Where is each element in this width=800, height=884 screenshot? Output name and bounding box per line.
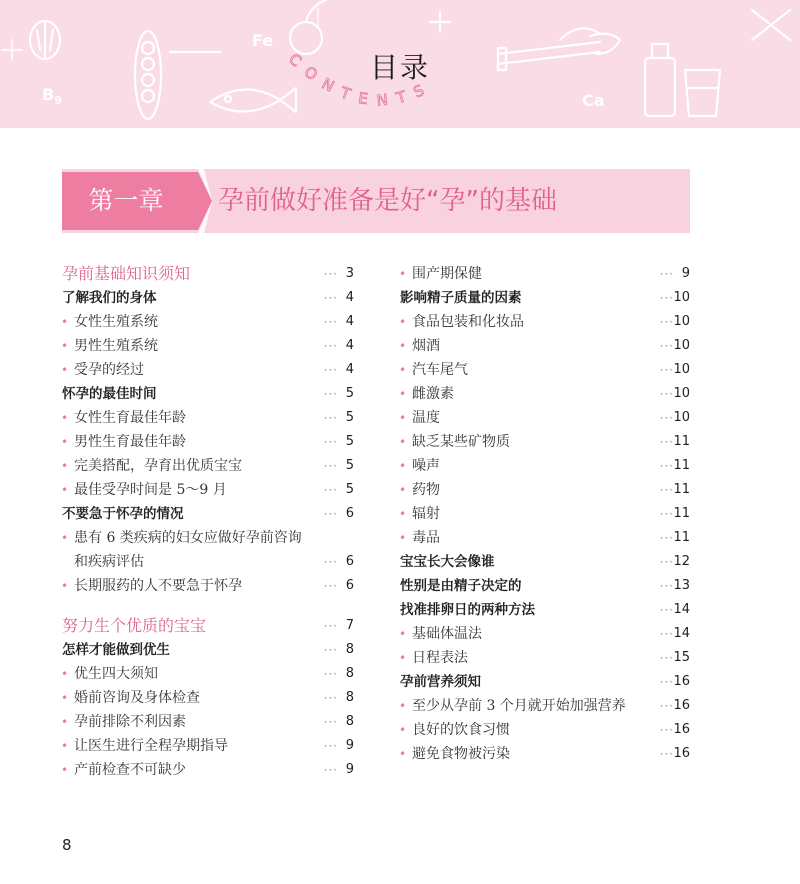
toc-page-number: 10	[673, 338, 690, 353]
toc-page-number: 8	[345, 714, 354, 729]
toc-item[interactable]	[62, 478, 354, 502]
leader-dots: ···	[323, 291, 338, 305]
toc-left-column	[62, 262, 354, 782]
bullet-icon: •	[61, 459, 69, 473]
bullet-icon: •	[399, 483, 407, 497]
leader-dots: ···	[659, 555, 674, 569]
toc-entry-text: 围产期保健	[412, 266, 482, 282]
contents-arc-text: CONTENTS	[285, 49, 436, 110]
toc-right-column	[400, 262, 690, 766]
leader-dots: ···	[659, 651, 674, 665]
toc-page-number: 4	[345, 362, 354, 377]
toc-subsection[interactable]	[62, 286, 354, 310]
chapter-divider	[188, 169, 212, 233]
toc-entry-text: 产前检查不可缺少	[74, 762, 186, 778]
toc-entry-text: 和疾病评估	[74, 554, 144, 570]
leader-dots: ···	[323, 715, 338, 729]
section-gap	[62, 598, 354, 614]
toc-page-number: 10	[673, 290, 690, 305]
toc-subsection[interactable]	[400, 670, 690, 694]
toc-item[interactable]	[400, 406, 690, 430]
toc-entry-text: 日程表法	[412, 650, 468, 666]
leader-dots: ···	[659, 411, 674, 425]
toc-item[interactable]	[400, 382, 690, 406]
page-title: 目录	[369, 51, 430, 84]
toc-page-number: 8	[345, 642, 354, 657]
toc-page-number: 16	[673, 698, 690, 713]
toc-page-number: 11	[673, 482, 690, 497]
toc-item[interactable]	[400, 718, 690, 742]
toc-item[interactable]	[62, 686, 354, 710]
toc-page-number: 5	[345, 434, 354, 449]
toc-page-number: 10	[673, 362, 690, 377]
iron-label: Fe	[252, 31, 274, 50]
bullet-icon: •	[61, 715, 69, 729]
toc-item[interactable]	[400, 742, 690, 766]
leader-dots: ···	[323, 387, 338, 401]
leader-dots: ···	[323, 267, 338, 281]
toc-page-number: 6	[345, 506, 354, 521]
toc-page-number: 4	[345, 314, 354, 329]
bullet-icon: •	[61, 435, 69, 449]
toc-subsection[interactable]	[62, 382, 354, 406]
bullet-icon: •	[399, 651, 407, 665]
toc-entry-text: 不要急于怀孕的情况	[62, 506, 184, 522]
leader-dots: ···	[659, 363, 674, 377]
toc-item[interactable]	[62, 430, 354, 454]
bullet-icon: •	[399, 459, 407, 473]
toc-entry-text: 受孕的经过	[74, 362, 144, 378]
toc-page-number: 8	[345, 690, 354, 705]
calcium-label: Ca	[582, 91, 605, 110]
leader-dots: ···	[323, 411, 338, 425]
toc-entry-text: 孕前基础知识须知	[62, 264, 191, 283]
toc-entry-text: 孕前营养须知	[400, 674, 481, 690]
toc-entry-text: 患有 6 类疾病的妇女应做好孕前咨询	[74, 530, 302, 546]
toc-entry-text: 食品包装和化妆品	[412, 314, 524, 330]
toc-page-number: 7	[345, 618, 354, 633]
toc-subsection[interactable]	[400, 574, 690, 598]
bullet-icon: •	[399, 411, 407, 425]
toc-section[interactable]	[62, 614, 354, 638]
toc-page-number: 6	[345, 554, 354, 569]
leader-dots: ···	[323, 667, 338, 681]
leader-dots: ···	[323, 739, 338, 753]
bullet-icon: •	[61, 667, 69, 681]
toc-page-number: 8	[345, 666, 354, 681]
toc-subsection[interactable]	[62, 502, 354, 526]
toc-entry-text: 女性生育最佳年龄	[74, 410, 186, 426]
leader-dots: ···	[659, 315, 674, 329]
leader-dots: ···	[323, 363, 338, 377]
toc-entry-text: 最佳受孕时间是 5～9 月	[74, 482, 227, 498]
leader-dots: ···	[323, 315, 338, 329]
toc-entry-text: 完美搭配，孕育出优质宝宝	[74, 458, 242, 474]
toc-item[interactable]	[62, 454, 354, 478]
leader-dots: ···	[659, 291, 674, 305]
toc-entry-text: 婚前咨询及身体检查	[74, 690, 200, 706]
leader-dots: ···	[659, 459, 674, 473]
toc-subsection[interactable]	[400, 286, 690, 310]
toc-entry-text: 烟酒	[412, 338, 440, 354]
leader-dots: ···	[659, 675, 674, 689]
toc-entry-text: 孕前排除不利因素	[74, 714, 186, 730]
toc-entry-text: 温度	[412, 410, 440, 426]
toc-entry-text: 优生四大须知	[74, 666, 158, 682]
toc-page-number: 16	[673, 746, 690, 761]
toc-page-number: 9	[345, 738, 354, 753]
header-banner	[0, 0, 800, 128]
toc-entry-text: 女性生殖系统	[74, 314, 158, 330]
bullet-icon: •	[61, 763, 69, 777]
toc-item[interactable]	[400, 454, 690, 478]
toc-page-number: 6	[345, 578, 354, 593]
toc-page-number: 16	[673, 722, 690, 737]
toc-entry-text: 毒品	[412, 530, 440, 546]
toc-item[interactable]	[62, 662, 354, 686]
toc-page-number: 4	[345, 290, 354, 305]
toc-page-number: 9	[681, 266, 690, 281]
toc-item[interactable]	[62, 406, 354, 430]
bullet-icon: •	[399, 267, 407, 281]
leader-dots: ···	[659, 747, 674, 761]
toc-subsection[interactable]	[400, 598, 690, 622]
toc-entry-text: 雌激素	[412, 386, 454, 402]
toc-entry-text: 至少从孕前 3 个月就开始加强营养	[412, 698, 626, 714]
toc-item[interactable]	[400, 334, 690, 358]
leader-dots: ···	[659, 699, 674, 713]
toc-item[interactable]	[400, 262, 690, 286]
toc-item[interactable]	[62, 710, 354, 734]
bullet-icon: •	[399, 723, 407, 737]
toc-page-number: 11	[673, 506, 690, 521]
leader-dots: ···	[659, 579, 674, 593]
toc-entry-text: 怎样才能做到优生	[62, 642, 170, 658]
toc-entry-text: 让医生进行全程孕期指导	[74, 738, 228, 754]
toc-entry-text: 基础体温法	[412, 626, 482, 642]
toc-entry-text: 努力生个优质的宝宝	[62, 616, 207, 635]
leader-dots: ···	[659, 267, 674, 281]
toc-entry-text: 辐射	[412, 506, 440, 522]
leader-dots: ···	[323, 555, 338, 569]
toc-item[interactable]	[400, 526, 690, 550]
leader-dots: ···	[659, 531, 674, 545]
toc-page-number: 14	[673, 626, 690, 641]
vitamin-label: $B_9$	[42, 85, 62, 107]
toc-item[interactable]	[62, 334, 354, 358]
bullet-icon: •	[61, 363, 69, 377]
bullet-icon: •	[61, 691, 69, 705]
toc-item[interactable]	[400, 622, 690, 646]
toc-page-number: 5	[345, 386, 354, 401]
toc-item[interactable]	[400, 694, 690, 718]
toc-page-number: 14	[673, 602, 690, 617]
cross-icon	[752, 10, 790, 40]
bullet-icon: •	[61, 531, 69, 545]
toc-item[interactable]	[62, 358, 354, 382]
toc-entry-text: 了解我们的身体	[62, 290, 157, 306]
leader-dots: ···	[659, 627, 674, 641]
toc-entry-text: 长期服药的人不要急于怀孕	[74, 578, 242, 594]
leader-dots: ···	[323, 619, 338, 633]
leader-dots: ···	[323, 763, 338, 777]
toc-entry-text: 噪声	[412, 458, 440, 474]
leader-dots: ···	[659, 435, 674, 449]
toc-item[interactable]	[400, 358, 690, 382]
toc-page-number: 10	[673, 314, 690, 329]
toc-entry-text: 影响精子质量的因素	[400, 290, 522, 306]
leader-dots: ···	[323, 643, 338, 657]
toc-item[interactable]	[62, 550, 354, 574]
toc-item[interactable]	[400, 502, 690, 526]
toc-page-number: 11	[673, 530, 690, 545]
toc-subsection[interactable]	[62, 638, 354, 662]
plus-icon	[430, 12, 450, 32]
toc-entry-text: 缺乏某些矿物质	[412, 434, 510, 450]
toc-entry-text: 男性生育最佳年龄	[74, 434, 186, 450]
page-number: 8	[62, 836, 72, 854]
leader-dots: ···	[323, 691, 338, 705]
toc-item[interactable]	[62, 526, 354, 550]
bullet-icon: •	[399, 339, 407, 353]
leader-dots: ···	[323, 483, 338, 497]
toc-item[interactable]	[62, 310, 354, 334]
leader-dots: ···	[659, 387, 674, 401]
bullet-icon: •	[399, 507, 407, 521]
toc-page-number: 10	[673, 410, 690, 425]
toc-page-number: 10	[673, 386, 690, 401]
leader-dots: ···	[323, 435, 338, 449]
toc-entry-text: 宝宝长大会像谁	[400, 554, 495, 570]
leader-dots: ···	[323, 339, 338, 353]
toc-item[interactable]	[400, 310, 690, 334]
bullet-icon: •	[61, 739, 69, 753]
toc-subsection[interactable]	[400, 550, 690, 574]
toc-page-number: 4	[345, 338, 354, 353]
bullet-icon: •	[61, 579, 69, 593]
leader-dots: ···	[659, 339, 674, 353]
toc-page-number: 5	[345, 410, 354, 425]
chapter-label: 第一章	[62, 172, 190, 230]
leader-dots: ···	[659, 603, 674, 617]
toc-item[interactable]	[62, 574, 354, 598]
leader-dots: ···	[323, 459, 338, 473]
toc-page-number: 11	[673, 458, 690, 473]
bullet-icon: •	[399, 747, 407, 761]
bullet-icon: •	[61, 339, 69, 353]
leader-dots: ···	[323, 579, 338, 593]
bullet-icon: •	[399, 699, 407, 713]
toc-page-number: 9	[345, 762, 354, 777]
bullet-icon: •	[399, 363, 407, 377]
toc-page-number: 16	[673, 674, 690, 689]
leader-dots: ···	[659, 723, 674, 737]
bullet-icon: •	[61, 411, 69, 425]
toc-entry-text: 药物	[412, 482, 440, 498]
bullet-icon: •	[399, 435, 407, 449]
toc-item[interactable]	[400, 646, 690, 670]
toc-entry-text: 汽车尾气	[412, 362, 468, 378]
toc-page-number: 13	[673, 578, 690, 593]
toc-page-number: 5	[345, 482, 354, 497]
toc-page-number: 12	[673, 554, 690, 569]
bullet-icon: •	[61, 483, 69, 497]
chapter-title: 孕前做好准备是好“孕”的基础	[218, 186, 557, 216]
toc-item[interactable]	[62, 734, 354, 758]
toc-entry-text: 男性生殖系统	[74, 338, 158, 354]
toc-entry-text: 避免食物被污染	[412, 746, 510, 762]
toc-item[interactable]	[62, 758, 354, 782]
toc-page-number: 15	[673, 650, 690, 665]
bullet-icon: •	[399, 531, 407, 545]
bullet-icon: •	[399, 315, 407, 329]
leader-dots: ···	[659, 507, 674, 521]
toc-item[interactable]	[400, 478, 690, 502]
bullet-icon: •	[399, 627, 407, 641]
bullet-icon: •	[61, 315, 69, 329]
fish-icon	[210, 88, 296, 112]
toc-entry-text: 良好的饮食习惯	[412, 722, 510, 738]
leader-dots: ···	[659, 483, 674, 497]
leader-dots: ···	[323, 507, 338, 521]
toc-page-number: 5	[345, 458, 354, 473]
toc-entry-text: 怀孕的最佳时间	[62, 386, 157, 402]
toc-section[interactable]	[62, 262, 354, 286]
toc-item[interactable]	[400, 430, 690, 454]
toc-page-number: 3	[345, 266, 354, 281]
bullet-icon: •	[399, 387, 407, 401]
toc-page-number: 11	[673, 434, 690, 449]
toc-entry-text: 找准排卵日的两种方法	[400, 602, 535, 618]
toc-entry-text: 性别是由精子决定的	[400, 578, 522, 594]
